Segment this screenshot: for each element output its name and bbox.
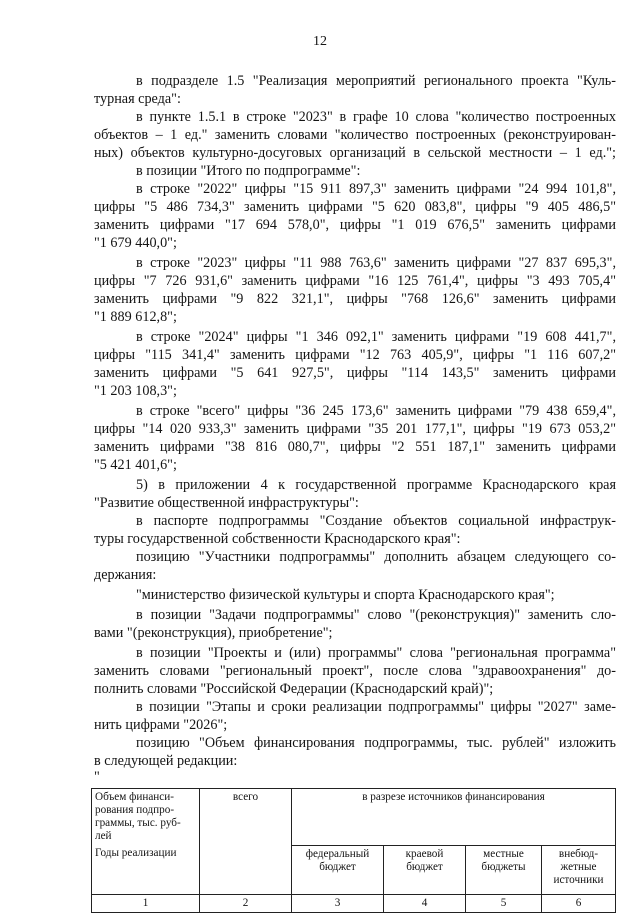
text-line: в строке "2024" цифры "1 346 092,1" заменить цифрами "19 608 441,7",	[136, 329, 616, 345]
text-line: позицию "Объем финансирования подпрограммы, тыс. рублей" изложить	[136, 735, 616, 751]
text-line: в строке "2023" цифры "11 988 763,6" заменить цифрами "27 837 695,3",	[136, 255, 616, 271]
text-line: в пункте 1.5.1 в строке "2023" в графе 10 слова "количество построенных	[136, 109, 616, 125]
years-label-cell: Годы реализации	[92, 845, 200, 894]
table-subheader-row	[92, 845, 616, 894]
text-line: "1 889 612,8";	[94, 309, 177, 325]
text-line: "1 679 440,0";	[94, 235, 177, 251]
column-number: 3	[292, 894, 384, 912]
text-line: "1 203 108,3";	[94, 383, 177, 399]
financing-table	[91, 788, 616, 913]
quote-mark: "	[94, 769, 100, 785]
text-line: заменить цифрами "9 822 321,1", цифры "768 126,6" заменить цифрами	[94, 291, 616, 307]
text-line: "министерство физической культуры и спорта Краснодарского края";	[136, 587, 555, 603]
regional-header: краевой бюджет	[384, 845, 466, 894]
text-line: вами "(реконструкция), приобретение";	[94, 625, 333, 641]
text-line: в строке "2022" цифры "15 911 897,3" заменить цифрами "24 994 101,8",	[136, 181, 616, 197]
text-line: цифры "5 486 734,3" заменить цифрами "5 620 083,8", цифры "9 405 486,5"	[94, 199, 616, 215]
text-line: объектов – 1 ед." заменить словами "количество построенных (реконструирован-	[94, 127, 616, 143]
column-number: 6	[542, 894, 616, 912]
text-line: держания:	[94, 567, 157, 583]
text-line: позицию "Участники подпрограммы" дополнить абзацем следующего со-	[136, 549, 616, 565]
text-line: цифры "115 341,4" заменить цифрами "12 763 405,9", цифры "1 116 607,2"	[94, 347, 616, 363]
table-header-row	[92, 789, 616, 846]
text-line: полнить словами "Российской Федерации (Краснодарский край)";	[94, 681, 494, 697]
text-line: "Развитие общественной инфраструктуры":	[94, 495, 359, 511]
text-line: в строке "всего" цифры "36 245 173,6" заменить цифрами "79 438 659,4",	[136, 403, 616, 419]
text-line: в следующей редакции:	[94, 753, 238, 769]
text-line: заменить цифрами "5 641 927,5", цифры "114 143,5" заменить цифрами	[94, 365, 616, 381]
text-line: туры государственной собственности Краснодарского края":	[94, 531, 461, 547]
extra-header: внебюд-жетные источники	[542, 845, 616, 894]
table-number-row	[92, 894, 616, 912]
column-number: 4	[384, 894, 466, 912]
column-number: 1	[92, 894, 200, 912]
text-line: заменить словами "региональный проект", после слова "здравоохранения" до-	[94, 663, 616, 679]
text-line: заменить цифрами "38 816 080,7", цифры "2 551 187,1" заменить цифрами	[94, 439, 616, 455]
text-line: в позиции "Этапы и сроки реализации подпрограммы" цифры "2027" заме-	[136, 699, 616, 715]
text-line: нить цифрами "2026";	[94, 717, 228, 733]
federal-header: федеральный бюджет	[292, 845, 384, 894]
page-number: 12	[313, 34, 327, 49]
column-number: 2	[200, 894, 292, 912]
total-header: всего	[200, 789, 292, 895]
text-line: в подразделе 1.5 "Реализация мероприятий регионального проекта "Куль-	[136, 73, 616, 89]
text-line: цифры "14 020 933,3" заменить цифрами "35 201 177,1", цифры "19 673 053,2"	[94, 421, 616, 437]
text-line: в паспорте подпрограммы "Создание объектов социальной инфраструк-	[136, 513, 616, 529]
text-line: "5 421 401,6";	[94, 457, 177, 473]
text-line: цифры "7 726 931,6" заменить цифрами "16 125 761,4", цифры "3 493 705,4"	[94, 273, 616, 289]
text-line: турная среда":	[94, 91, 181, 107]
text-line: заменить цифрами "17 694 578,0", цифры "1 019 676,5" заменить цифрами	[94, 217, 616, 233]
funding-label-cell: Объем финанси-рования подпро-граммы, тыс. руб-лей	[92, 789, 200, 846]
sources-header: в разрезе источников финансирования	[292, 789, 616, 846]
local-header: местные бюджеты	[466, 845, 542, 894]
text-line: 5) в приложении 4 к государственной программе Краснодарского края	[136, 477, 616, 493]
text-line: в позиции "Итого по подпрограмме":	[136, 163, 361, 179]
text-line: в позиции "Задачи подпрограммы" слово "(реконструкция)" заменить сло-	[136, 607, 616, 623]
column-number: 5	[466, 894, 542, 912]
text-line: ных) объектов культурно-досуговых организаций в сельской местности – 1 ед.";	[94, 145, 616, 161]
text-line: в позиции "Проекты и (или) программы" слова "региональная программа"	[136, 645, 616, 661]
